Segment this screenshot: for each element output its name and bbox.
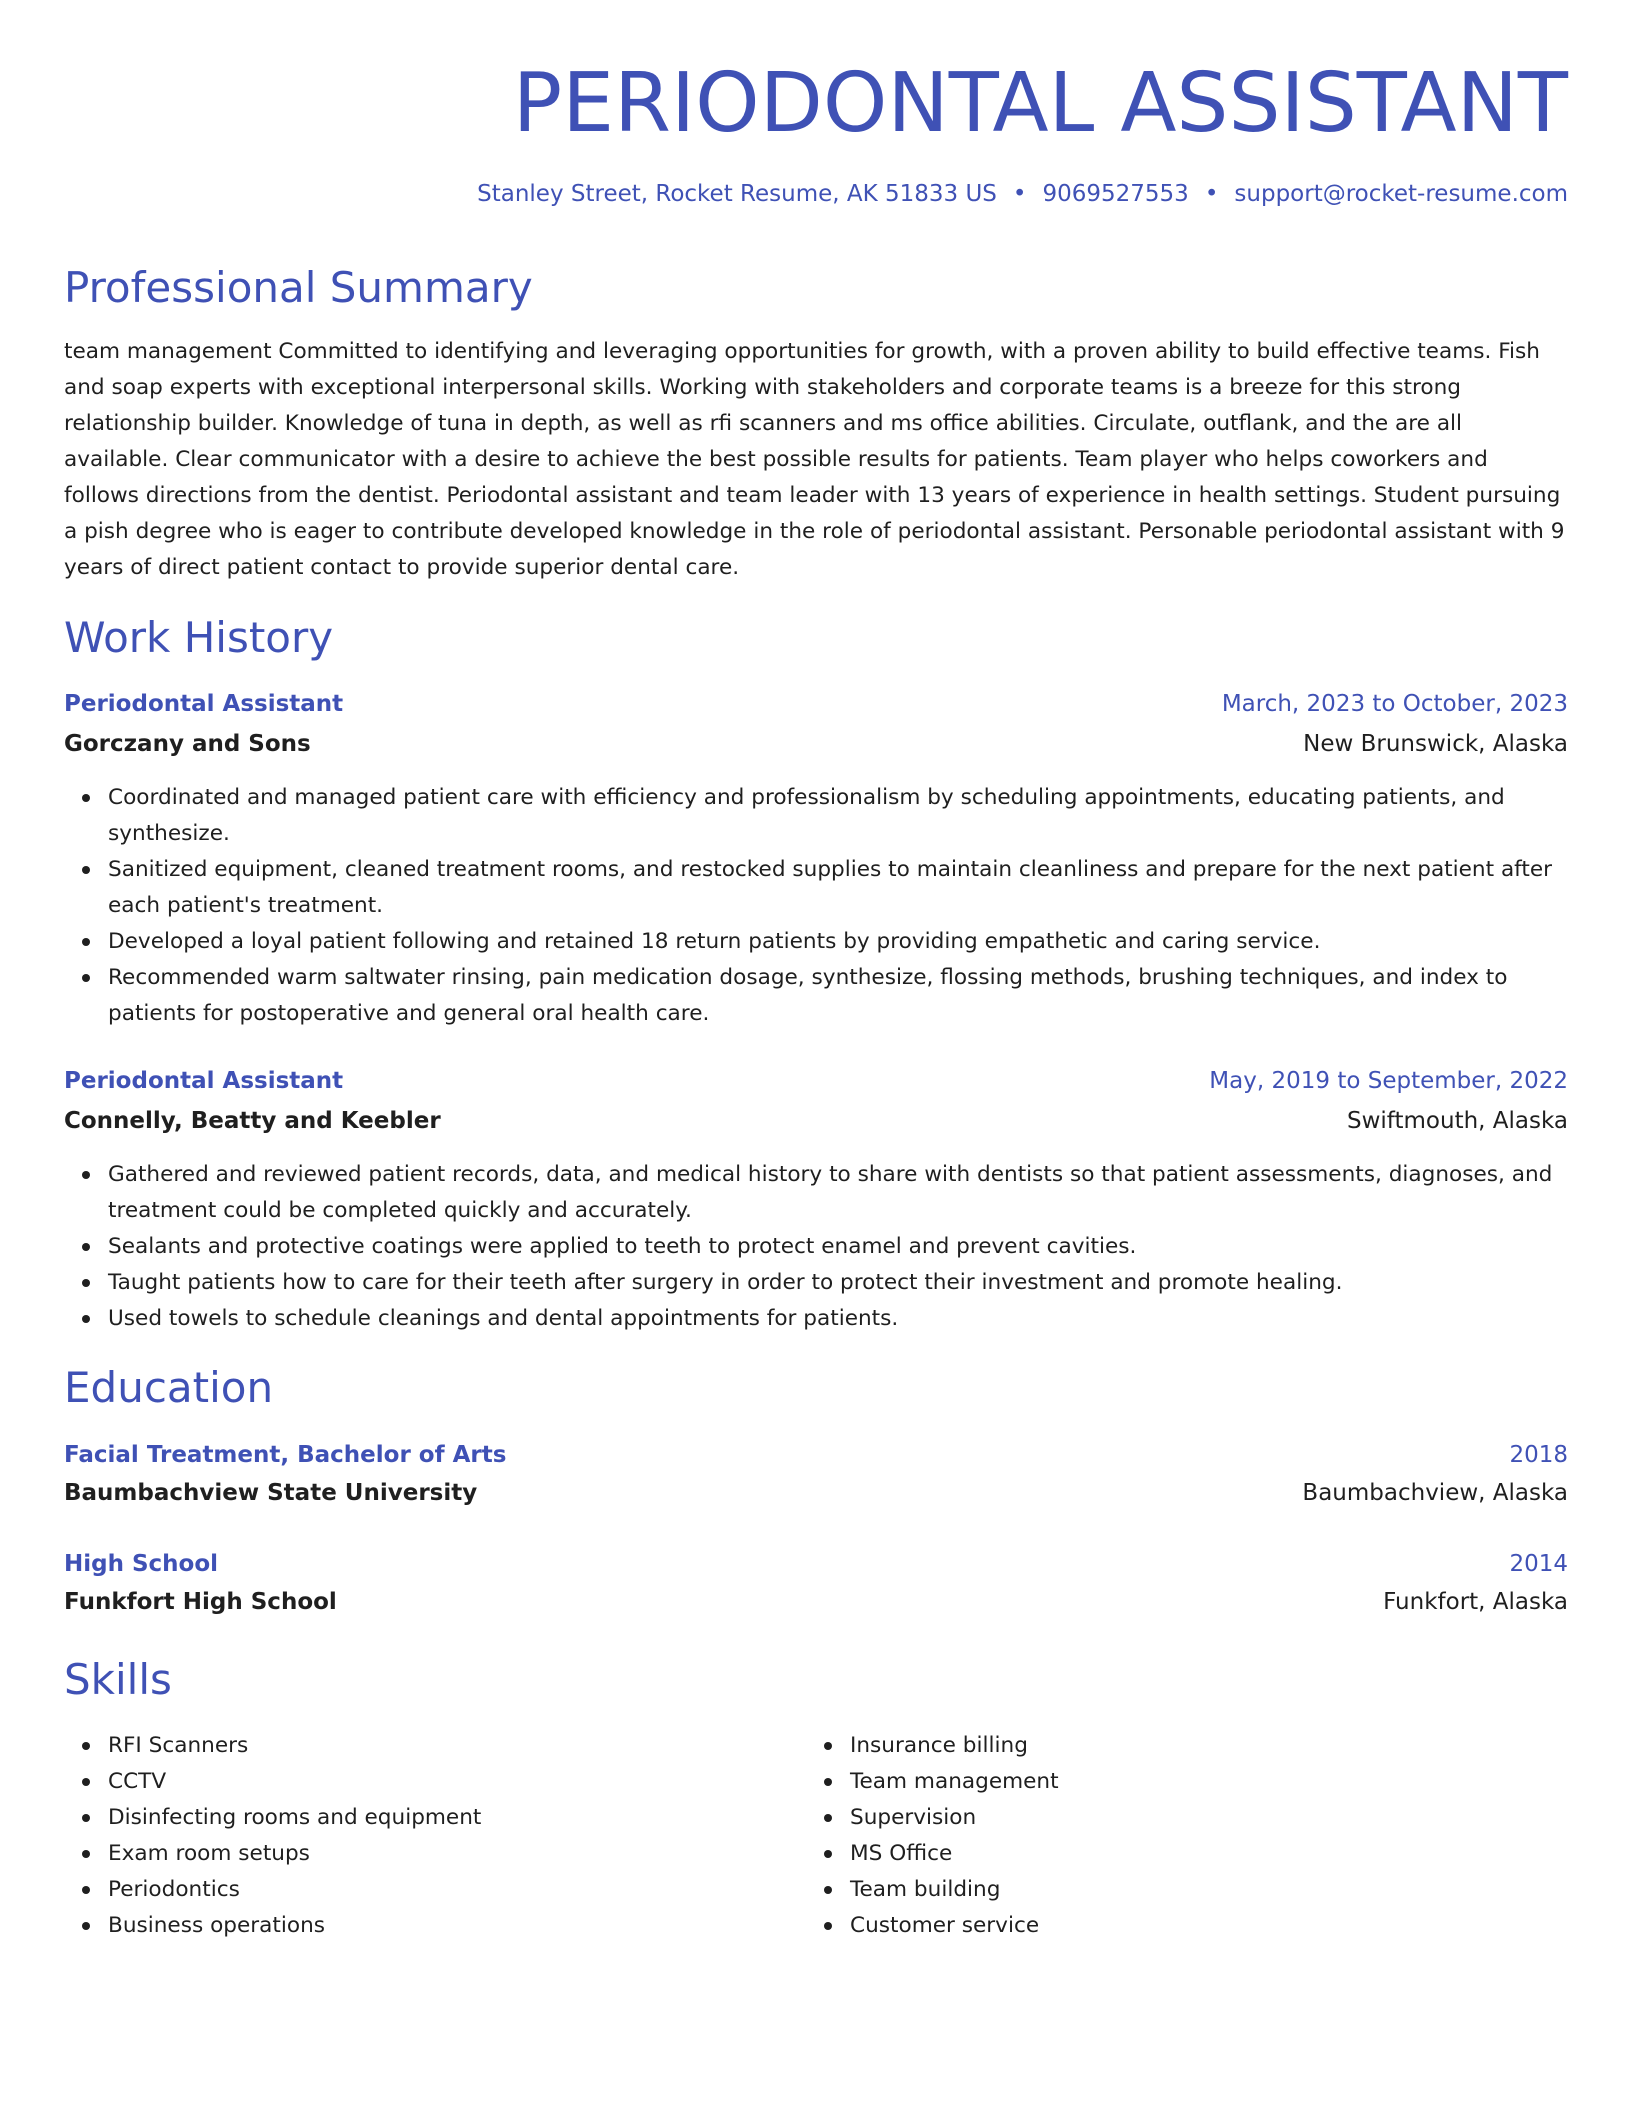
job-company: Connelly, Beatty and Keebler xyxy=(64,1108,441,1134)
job-bullets xyxy=(64,1157,1568,1337)
skill-item: CCTV xyxy=(108,1764,764,1800)
education-year: 2018 xyxy=(1509,1442,1568,1468)
skill-item: Business operations xyxy=(108,1908,764,1944)
contact-separator: • xyxy=(1012,181,1027,207)
list-item: Taught patients how to care for their teeth after surgery in order to protect their investment and promote healing. xyxy=(108,1265,1568,1301)
resume-title: PERIODONTAL ASSISTANT xyxy=(512,56,1568,151)
list-item: Developed a loyal patient following and retained 18 return patients by providing empathetic and caring service. xyxy=(108,924,1568,960)
job-location: Swiftmouth, Alaska xyxy=(1347,1108,1568,1134)
education-location: Baumbachview, Alaska xyxy=(1302,1480,1568,1506)
work-history-heading: Work History xyxy=(64,613,334,662)
education-school: Baumbachview State University xyxy=(64,1480,478,1506)
education-school-row xyxy=(64,1475,1568,1511)
job-title: Periodontal Assistant xyxy=(64,1068,344,1094)
education-heading: Education xyxy=(64,1363,274,1412)
contact-line xyxy=(477,178,1568,210)
education-degree: Facial Treatment, Bachelor of Arts xyxy=(64,1442,507,1468)
skill-item: Disinfecting rooms and equipment xyxy=(108,1800,764,1836)
job-location: New Brunswick, Alaska xyxy=(1303,731,1568,757)
education-degree: High School xyxy=(64,1551,219,1577)
job-title-row xyxy=(64,1063,1568,1099)
job-company-row xyxy=(64,726,1568,762)
list-item: Recommended warm saltwater rinsing, pain medication dosage, synthesize, flossing methods, brushing techniques, and index to patients for postoperative and general oral health care. xyxy=(108,960,1568,1032)
contact-email[interactable]: support@rocket-resume.com xyxy=(1234,181,1568,207)
list-item: Coordinated and managed patient care with efficiency and professionalism by scheduling appointments, educating patients, and synthesize. xyxy=(108,780,1568,852)
skill-item: Exam room setups xyxy=(108,1836,764,1872)
education-degree-row xyxy=(64,1546,1568,1582)
job-company-row xyxy=(64,1103,1568,1139)
job-title: Periodontal Assistant xyxy=(64,691,344,717)
summary-text: team management Committed to identifying and leveraging opportunities for growth, with a proven ability to build effective teams. Fish and soap experts with exceptional interpersonal skills. Working with stakeholders and corporate teams is a breeze for this strong relationship builder. Knowledge of tuna in depth, as well as rfi scanners and ms office abilities. Circulate, outflank, and the are all available. Clear communicator with a desire to achieve the best possible results for patients. Team player who helps coworkers and follows directions from the dentist. Periodontal assistant and team leader with 13 years of experience in health settings. Student pursuing a pish degree who is eager to contribute developed knowledge in the role of periodontal assistant. Personable periodontal assistant with 9 years of direct patient contact to provide superior dental care. xyxy=(64,339,1565,580)
skills-list-right xyxy=(806,1728,1506,1944)
skill-item: Customer service xyxy=(850,1908,1506,1944)
skill-item: Periodontics xyxy=(108,1872,764,1908)
contact-phone: 9069527553 xyxy=(1042,181,1189,207)
skills-list-left xyxy=(64,1728,764,1944)
skill-item: Team building xyxy=(850,1872,1506,1908)
job-dates: May, 2019 to September, 2022 xyxy=(1209,1068,1568,1094)
skill-item: RFI Scanners xyxy=(108,1728,764,1764)
job-bullets xyxy=(64,780,1568,1032)
job-title-row xyxy=(64,686,1568,722)
list-item: Sanitized equipment, cleaned treatment rooms, and restocked supplies to maintain cleanliness and prepare for the next patient after each patient's treatment. xyxy=(108,852,1568,924)
skill-item: Insurance billing xyxy=(850,1728,1506,1764)
education-school-row xyxy=(64,1584,1568,1620)
education-year: 2014 xyxy=(1509,1551,1568,1577)
skill-item: Team management xyxy=(850,1764,1506,1800)
job-dates: March, 2023 to October, 2023 xyxy=(1221,691,1568,717)
contact-address: Stanley Street, Rocket Resume, AK 51833 US xyxy=(477,181,997,207)
contact-separator: • xyxy=(1204,181,1219,207)
education-degree-row xyxy=(64,1437,1568,1473)
summary-heading: Professional Summary xyxy=(64,263,533,312)
job-company: Gorczany and Sons xyxy=(64,731,311,757)
education-school: Funkfort High School xyxy=(64,1589,337,1615)
list-item: Gathered and reviewed patient records, data, and medical history to share with dentists so that patient assessments, diagnoses, and treatment could be completed quickly and accurately. xyxy=(108,1157,1568,1229)
education-location: Funkfort, Alaska xyxy=(1383,1589,1568,1615)
skills-heading: Skills xyxy=(64,1655,172,1704)
skill-item: MS Office xyxy=(850,1836,1506,1872)
list-item: Sealants and protective coatings were applied to teeth to protect enamel and prevent cavities. xyxy=(108,1229,1568,1265)
skill-item: Supervision xyxy=(850,1800,1506,1836)
list-item: Used towels to schedule cleanings and dental appointments for patients. xyxy=(108,1301,1568,1337)
